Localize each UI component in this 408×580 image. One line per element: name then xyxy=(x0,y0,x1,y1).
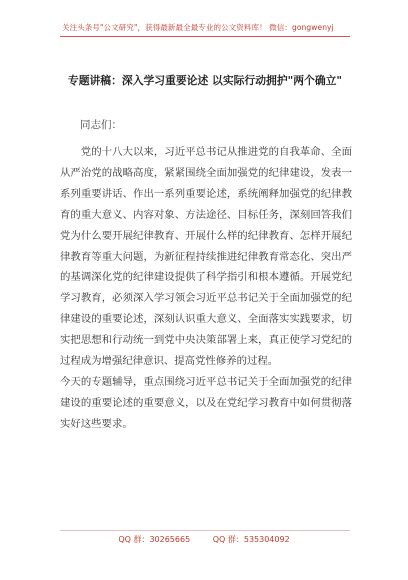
footer-qq-group-1: QQ 群：30265665 xyxy=(118,535,191,544)
footer-divider xyxy=(60,530,350,531)
footer xyxy=(0,534,408,545)
header-notice: 关注头条号"公文研究"，获得最新最全最专业的公文资料库！ 微信：gongwenyj xyxy=(62,23,334,32)
footer-qq-group-2: QQ 群：535304092 xyxy=(212,535,290,544)
body-paragraph-2: 今天的专题辅导，重点围绕习近平总书记关于全面加强党的纪律建设的重要论述的重要意义，以及在党纪学习教育中如何贯彻落实好这些要求。 xyxy=(60,376,352,430)
document-title: 专题讲稿：深入学习重要论述 以实际行动拥护"两个确立" xyxy=(67,74,343,87)
header-divider xyxy=(60,36,350,37)
salutation: 同志们： xyxy=(80,119,122,131)
body-paragraph-1: 党的十八大以来，习近平总书记从推进党的自我革命、全面从严治党的战略高度，紧紧围绕全面加强党的纪律建设，发表一系列重要讲话、作出一系列重要论述，系统阐释加强党的纪律教育的重大意义、内容对象、方法途径、目标任务，深刻回答我们党为什么要开展纪律教育、开展什么样的纪律教育、怎样开展纪律教育等重大问题，为新征程持续推进纪律教育常态化、突出严的基调深化党的纪律建设提供了科学指引和根本遵循。开展党纪学习教育，必须深入学习领会习近平总书记关于全面加强党的纪律建设的重要论述，深刻认识重大意义、全面落实实践要求，切实把思想和行动统一到党中央决策部署上来，真正使学习党纪的过程成为增强纪律意识、提高党性修养的过程。 xyxy=(60,146,352,368)
